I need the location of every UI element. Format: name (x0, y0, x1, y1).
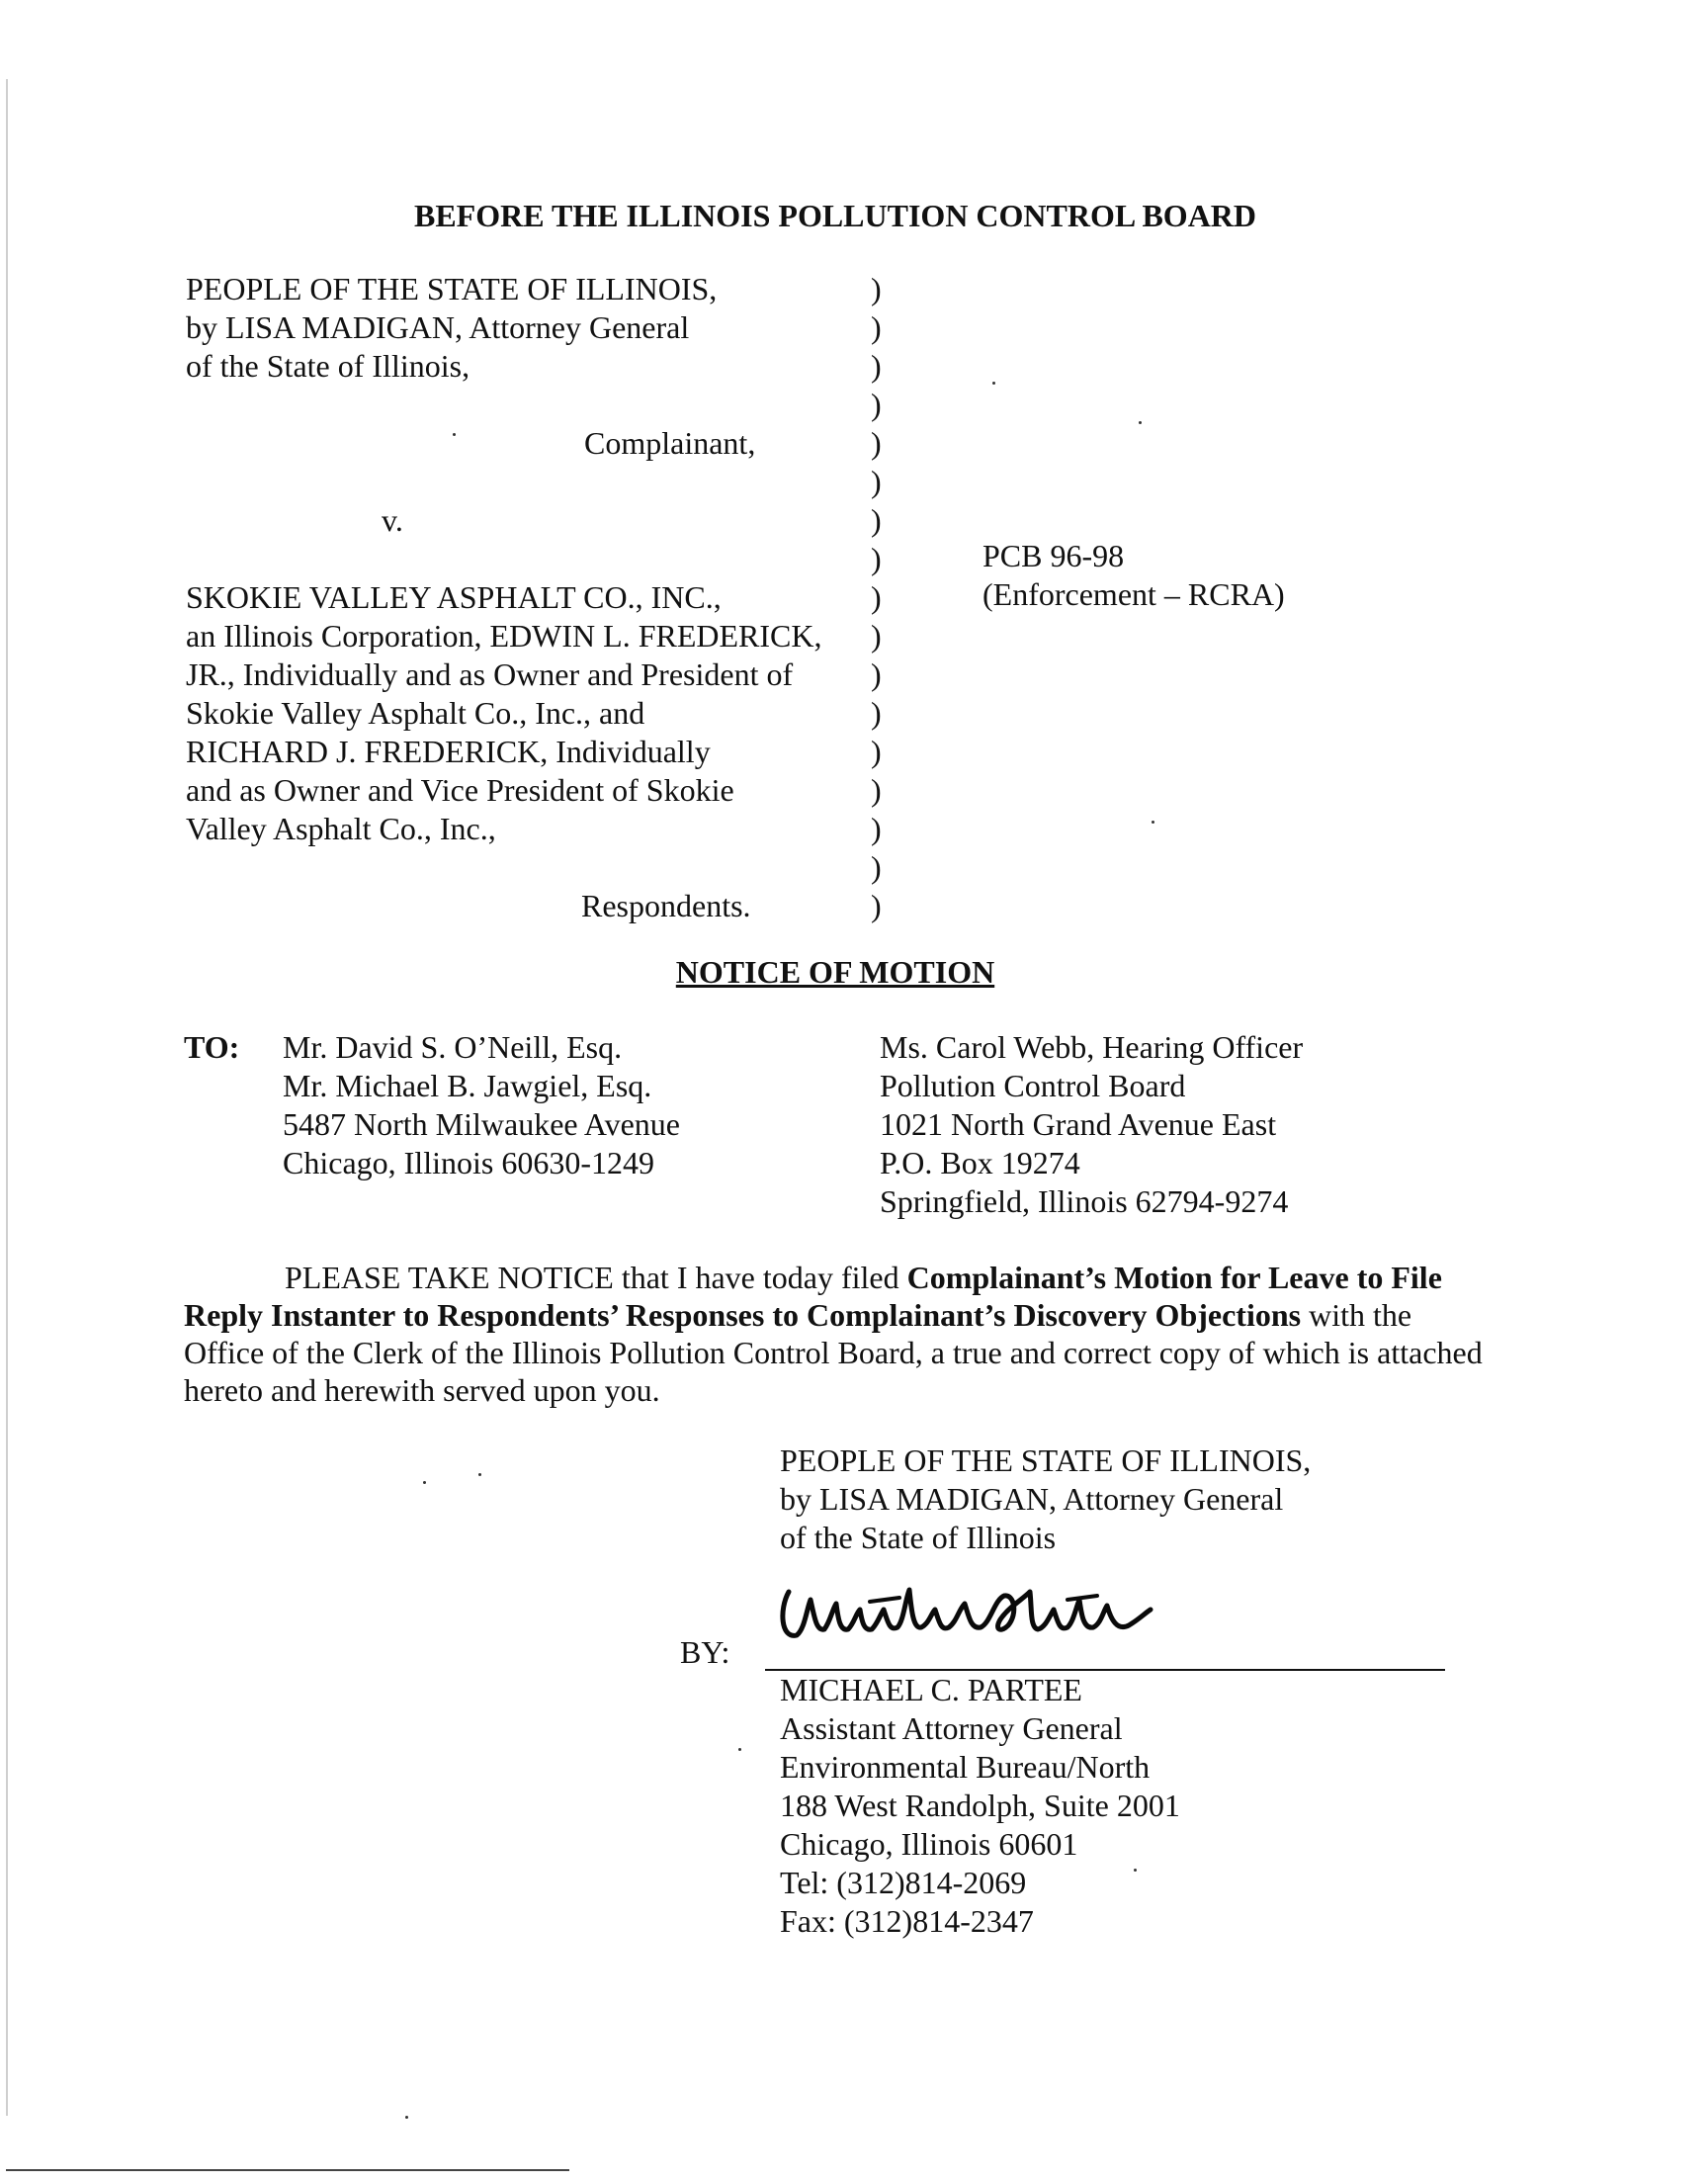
scan-speck (423, 1481, 426, 1484)
paren: ) (871, 387, 882, 422)
respondent-line: Valley Asphalt Co., Inc., (186, 811, 496, 846)
paren: ) (871, 348, 882, 384)
board-heading: BEFORE THE ILLINOIS POLLUTION CONTROL BOARD (413, 198, 1257, 233)
paren: ) (871, 888, 882, 923)
respondent-line: Skokie Valley Asphalt Co., Inc., and (186, 695, 645, 731)
paren: ) (871, 464, 882, 499)
address-line: Mr. Michael B. Jawgiel, Esq. (283, 1068, 652, 1103)
respondent-line: RICHARD J. FREDERICK, Individually (186, 734, 711, 769)
address-line: Mr. David S. O’Neill, Esq. (283, 1029, 623, 1065)
scan-speck (453, 433, 456, 436)
case-number-block (982, 537, 1285, 614)
scan-bottom-rule (6, 2169, 569, 2171)
respondent-line: an Illinois Corporation, EDWIN L. FREDERICK, (186, 618, 822, 654)
attorney-line: 188 West Randolph, Suite 2001 (780, 1788, 1180, 1823)
paren: ) (871, 309, 882, 345)
paren: ) (871, 541, 882, 576)
body-intro: PLEASE TAKE NOTICE that I have today filed (285, 1260, 907, 1295)
complainant-label: Complainant, (584, 425, 756, 461)
paren: ) (871, 579, 882, 615)
spacer (186, 540, 878, 578)
respondent-line: SKOKIE VALLEY ASPHALT CO., INC., (186, 579, 722, 615)
caption-parentheses (871, 270, 891, 925)
scan-speck (1134, 1869, 1137, 1872)
paren: ) (871, 618, 882, 654)
attorney-line: Chicago, Illinois 60601 (780, 1826, 1078, 1862)
paren: ) (871, 734, 882, 769)
party-line: PEOPLE OF THE STATE OF ILLINOIS, (780, 1442, 1312, 1478)
paren: ) (871, 271, 882, 306)
paren: ) (871, 811, 882, 846)
scan-margin-line (6, 79, 8, 2116)
spacer (186, 848, 878, 887)
case-number: PCB 96-98 (982, 538, 1125, 573)
attorney-block (780, 1671, 1180, 1941)
recipient-address-1 (283, 1028, 680, 1182)
attorney-line: Fax: (312)814-2347 (780, 1903, 1034, 1939)
paren: ) (871, 772, 882, 808)
notice-title: NOTICE OF MOTION (675, 954, 995, 990)
address-line: 5487 North Milwaukee Avenue (283, 1106, 680, 1142)
attorney-line: Environmental Bureau/North (780, 1749, 1151, 1785)
handwritten-signature (771, 1570, 1166, 1649)
case-caption (186, 270, 878, 925)
paren: ) (871, 656, 882, 692)
case-type: (Enforcement – RCRA) (982, 576, 1285, 612)
complainant-line: by LISA MADIGAN, Attorney General (186, 309, 690, 345)
spacer (186, 463, 878, 501)
scan-speck (1139, 421, 1142, 424)
address-line: P.O. Box 19274 (880, 1145, 1080, 1180)
scan-speck (478, 1473, 481, 1476)
recipient-address-2 (880, 1028, 1303, 1221)
respondent-label: Respondents. (581, 888, 751, 923)
address-line: 1021 North Grand Avenue East (880, 1106, 1277, 1142)
paren: ) (871, 502, 882, 538)
scan-speck (992, 382, 995, 385)
paren: ) (871, 695, 882, 731)
body-rest: with the Office of the Clerk of the Illinois Pollution Control Board, a true and correct copy of which is attached hereto and herewith served upon you. (184, 1297, 1483, 1408)
versus-label: v. (382, 502, 403, 538)
attorney-line: Tel: (312)814-2069 (780, 1865, 1027, 1900)
notice-body (184, 1259, 1489, 1409)
address-line: Ms. Carol Webb, Hearing Officer (880, 1029, 1304, 1065)
complainant-line: of the State of Illinois, (186, 348, 470, 384)
scan-speck (738, 1748, 741, 1751)
by-label: BY: (680, 1634, 730, 1670)
attorney-line: Assistant Attorney General (780, 1710, 1123, 1746)
address-line: Chicago, Illinois 60630-1249 (283, 1145, 654, 1180)
attorney-line: MICHAEL C. PARTEE (780, 1672, 1082, 1707)
motion-title: Complainant’s Motion for Leave to File Reply Instanter to Respondents’ Responses to Complainant’s Discovery Objections (184, 1260, 1442, 1333)
party-line: by LISA MADIGAN, Attorney General (780, 1481, 1284, 1517)
to-label: TO: (184, 1029, 240, 1065)
party-line: of the State of Illinois (780, 1520, 1057, 1555)
scan-speck (405, 2116, 408, 2119)
paren: ) (871, 425, 882, 461)
complainant-line: PEOPLE OF THE STATE OF ILLINOIS, (186, 271, 718, 306)
address-line: Springfield, Illinois 62794-9274 (880, 1183, 1289, 1219)
signature-party (780, 1441, 1311, 1557)
scan-speck (1152, 821, 1154, 824)
address-line: Pollution Control Board (880, 1068, 1186, 1103)
respondent-line: and as Owner and Vice President of Skokie (186, 772, 734, 808)
paren: ) (871, 849, 882, 885)
spacer (186, 386, 878, 424)
respondent-line: JR., Individually and as Owner and President of (186, 656, 794, 692)
